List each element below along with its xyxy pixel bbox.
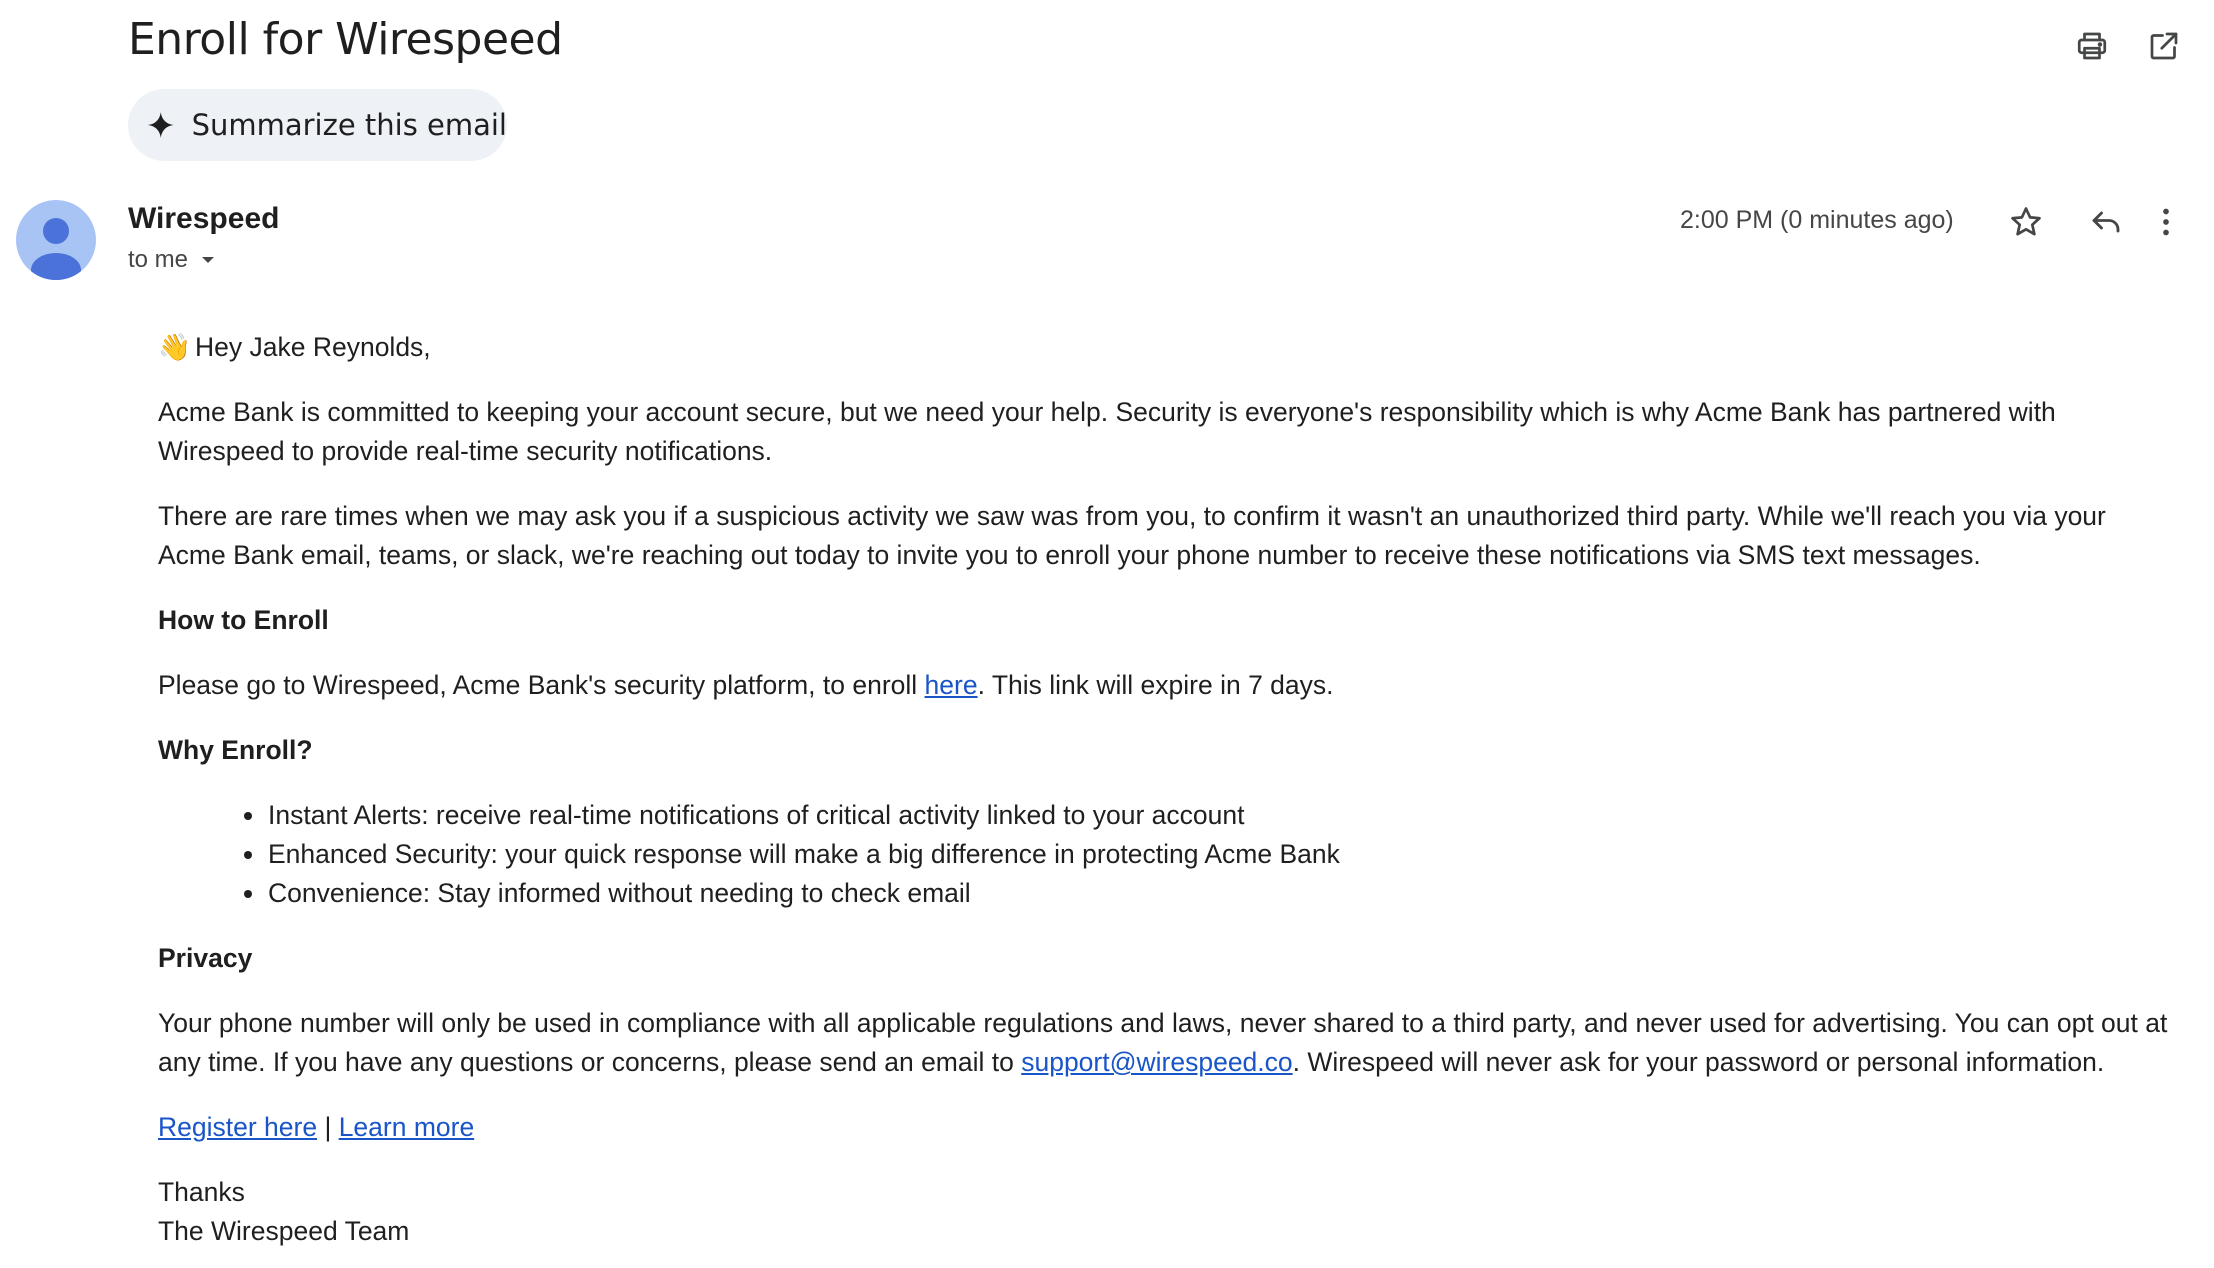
- action-links: [158, 1108, 2168, 1147]
- intro-paragraph: Acme Bank is committed to keeping your account secure, but we need your help. Security is everyone's responsibility which is why Acme Bank has partnered with Wirespeed to provide real-time security notifications.: [158, 397, 2056, 466]
- privacy-paragraph: [158, 1004, 2168, 1082]
- privacy-text-before: Your phone number will only be used in compliance with all applicable regulations and laws, never shared to a third party, and never used for advertising. You can opt out at any time. If you have any questions or concerns, please send an email to: [158, 1008, 2168, 1077]
- benefits-list: [158, 796, 2168, 913]
- enroll-text-before: Please go to Wirespeed, Acme Bank's security platform, to enroll: [158, 670, 925, 700]
- privacy-heading: Privacy: [158, 943, 253, 973]
- thanks-text: Thanks: [158, 1177, 245, 1207]
- enroll-instructions: [158, 666, 2168, 705]
- greeting: [158, 328, 2168, 367]
- link-separator: |: [317, 1112, 339, 1142]
- wave-emoji: 👋: [158, 332, 191, 363]
- email-timestamp: 2:00 PM (0 minutes ago): [1680, 206, 1954, 234]
- recipient-label: to me: [128, 246, 189, 273]
- summarize-label: Summarize this email: [191, 108, 507, 142]
- list-item: Convenience: Stay informed without needing to check email: [268, 874, 2168, 913]
- summarize-email-button[interactable]: [128, 89, 507, 161]
- star-icon[interactable]: [2002, 198, 2050, 246]
- how-to-enroll-heading: How to Enroll: [158, 605, 329, 635]
- enroll-text-after: . This link will expire in 7 days.: [977, 670, 1334, 700]
- register-here-link[interactable]: Register here: [158, 1112, 318, 1142]
- greeting-text: Hey Jake Reynolds,: [195, 332, 431, 362]
- reply-icon[interactable]: [2082, 198, 2130, 246]
- support-email-link[interactable]: support@wirespeed.co: [1021, 1047, 1293, 1077]
- learn-more-link[interactable]: Learn more: [338, 1112, 475, 1142]
- email-subject: Enroll for Wirespeed: [128, 14, 563, 65]
- open-in-new-window-icon[interactable]: [2140, 22, 2188, 70]
- list-item: Enhanced Security: your quick response will make a big difference in protecting Acme Bank: [268, 835, 2168, 874]
- list-item: Instant Alerts: receive real-time notifications of critical activity linked to your account: [268, 796, 2168, 835]
- why-enroll-heading: Why Enroll?: [158, 735, 313, 765]
- signature-block: [158, 1173, 2168, 1251]
- recipient-details-toggle[interactable]: [128, 246, 220, 274]
- sparkle-icon: [146, 107, 176, 143]
- print-icon[interactable]: [2068, 22, 2116, 70]
- enroll-here-link[interactable]: here: [924, 670, 978, 700]
- email-body: [158, 328, 2168, 1251]
- sender-name: Wirespeed: [128, 202, 280, 235]
- person-avatar-icon: [16, 200, 96, 280]
- more-vert-icon[interactable]: [2142, 198, 2190, 246]
- context-paragraph: There are rare times when we may ask you if a suspicious activity we saw was from you, to confirm it wasn't an unauthorized third party. While we'll reach you via your Acme Bank email, teams, or slack, we're reaching out today to invite you to enroll your phone number to receive these notifications via SMS text messages.: [158, 501, 2106, 570]
- privacy-text-after: . Wirespeed will never ask for your password or personal information.: [1292, 1047, 2105, 1077]
- signature-text: The Wirespeed Team: [158, 1216, 410, 1246]
- sender-avatar: [16, 200, 96, 280]
- caret-down-icon: [196, 248, 220, 272]
